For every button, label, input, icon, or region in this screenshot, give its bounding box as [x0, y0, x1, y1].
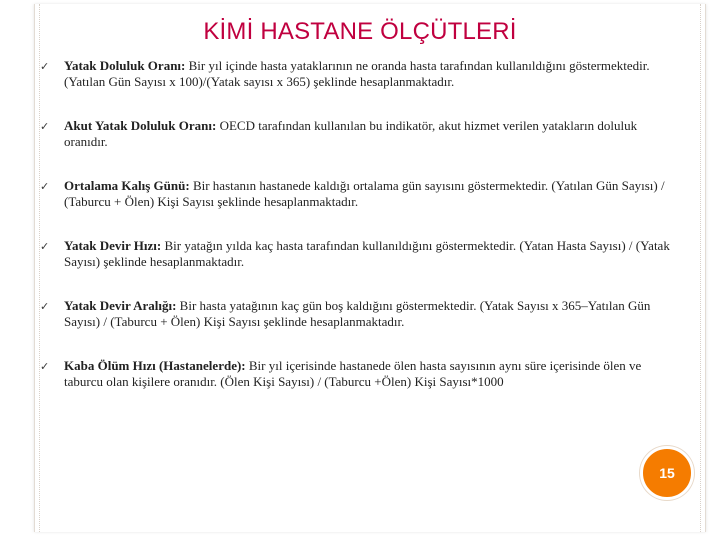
bullet-item: [40, 358, 680, 418]
bullet-item: [40, 238, 680, 298]
checkmark-icon: ✓: [40, 60, 50, 73]
bullet-list: [40, 58, 680, 418]
bullet-text: OECD tarafından kullanılan bu indikatör, akut hizmet verilen yatakların doluluk oranıdır.: [64, 118, 638, 149]
right-edge-rule: [700, 4, 701, 532]
left-edge-rule: [39, 4, 40, 532]
checkmark-icon: ✓: [40, 360, 50, 373]
checkmark-icon: ✓: [40, 240, 50, 253]
bullet-term: Yatak Devir Hızı:: [64, 238, 162, 253]
bullet-item: [40, 178, 680, 238]
bullet-text: Bir yıl içerisinde hastanede ölen hasta sayısının aynı süre içerisinde ölen ve taburcu olan kişilere oranıdır. (Ölen Kişi Sayısı) / (Taburcu +Ölen) Kişi Sayısı*1000: [64, 358, 642, 389]
bullet-term: Yatak Doluluk Oranı:: [64, 58, 186, 73]
bullet-item: [40, 298, 680, 358]
page-number-badge: 15: [640, 446, 694, 500]
slide-title: KİMİ HASTANE ÖLÇÜTLERİ: [203, 18, 517, 45]
checkmark-icon: ✓: [40, 120, 50, 133]
checkmark-icon: ✓: [40, 180, 50, 193]
bullet-text: Bir yatağın yılda kaç hasta tarafından kullanıldığını göstermektedir. (Yatan Hasta Sayısı) / (Yatak Sayısı) şeklinde hesaplanmaktadır.: [64, 238, 670, 269]
bullet-text: Bir hasta yatağının kaç gün boş kaldığını göstermektedir. (Yatak Sayısı x 365–Yatılan Gün Sayısı) / (Taburcu + Ölen) Kişi Sayısı şeklinde hesaplanmaktadır.: [64, 298, 651, 329]
bullet-term: Ortalama Kalış Günü:: [64, 178, 190, 193]
bullet-term: Kaba Ölüm Hızı (Hastanelerde):: [64, 358, 246, 373]
bullet-term: Akut Yatak Doluluk Oranı:: [64, 118, 217, 133]
bullet-item: [40, 58, 680, 118]
bullet-term: Yatak Devir Aralığı:: [64, 298, 177, 313]
bullet-text: Bir yıl içinde hasta yataklarının ne oranda hasta tarafından kullanıldığını göstermektedir. (Yatılan Gün Sayısı x 100)/(Yatak sayısı x 365) şeklinde hesaplanmaktadır.: [64, 58, 650, 89]
bullet-text: Bir hastanın hastanede kaldığı ortalama gün sayısını göstermektedir. (Yatılan Gün Sayısı) / (Taburcu + Ölen) Kişi Sayısı şeklinde hesaplanmaktadır.: [64, 178, 665, 209]
bullet-item: [40, 118, 680, 178]
checkmark-icon: ✓: [40, 300, 50, 313]
